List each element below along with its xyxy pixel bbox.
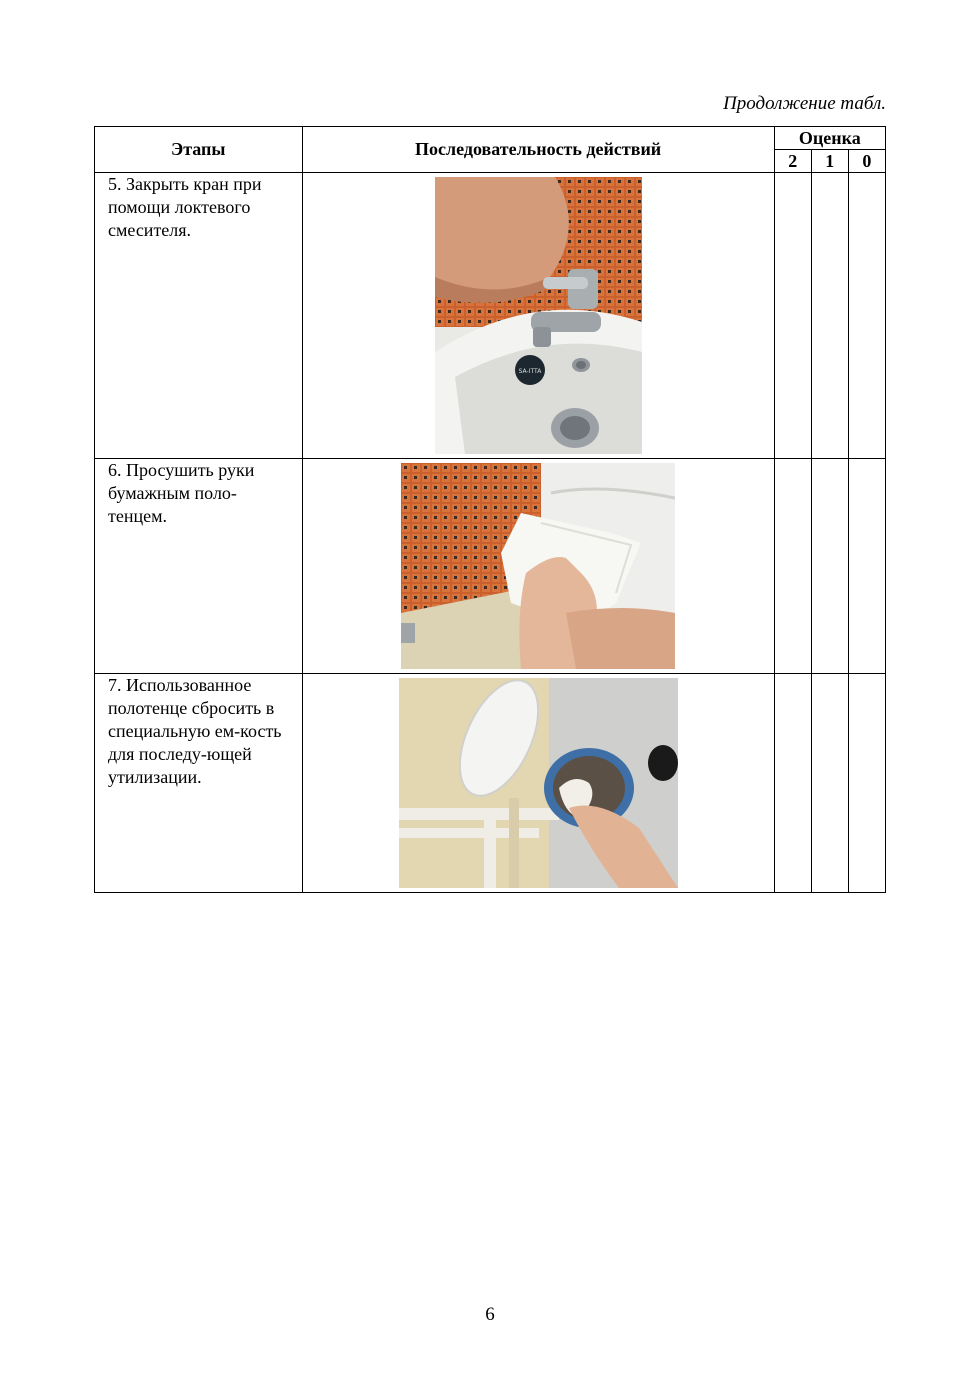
header-score: Оценка (774, 127, 885, 150)
score-1-cell[interactable] (811, 459, 848, 674)
header-score-1: 1 (811, 150, 848, 173)
header-score-0: 0 (848, 150, 885, 173)
elbow-closing-faucet-photo (435, 177, 642, 454)
header-score-2: 2 (774, 150, 811, 173)
header-stages: Этапы (95, 127, 303, 173)
svg-text:SA-ITTA: SA-ITTA (518, 368, 541, 375)
table-row (95, 459, 886, 674)
score-0-cell[interactable] (848, 173, 885, 459)
photo-cell (302, 674, 774, 893)
score-1-cell[interactable] (811, 173, 848, 459)
continuation-label: Продолжение табл. (723, 93, 886, 114)
step-text: 6. Просушить руки бумажным поло-тенцем. (95, 459, 303, 674)
procedure-table (94, 126, 886, 893)
photo-cell (302, 459, 774, 674)
discarding-towel-bin-photo (399, 678, 678, 888)
score-2-cell[interactable] (774, 173, 811, 459)
score-0-cell[interactable] (848, 459, 885, 674)
step-text: 5. Закрыть кран при помощи локтевого смесителя. (95, 173, 303, 459)
score-2-cell[interactable] (774, 674, 811, 893)
drying-hands-paper-towel-photo (401, 463, 675, 669)
table-row (95, 674, 886, 893)
score-2-cell[interactable] (774, 459, 811, 674)
step-text: 7. Использованное полотенце сбросить в специальную ем-кость для последу-ющей утилизации. (95, 674, 303, 893)
page-number: 6 (485, 1304, 495, 1325)
header-sequence: Последовательность действий (302, 127, 774, 173)
score-0-cell[interactable] (848, 674, 885, 893)
table-row (95, 173, 886, 459)
score-1-cell[interactable] (811, 674, 848, 893)
photo-cell (302, 173, 774, 459)
